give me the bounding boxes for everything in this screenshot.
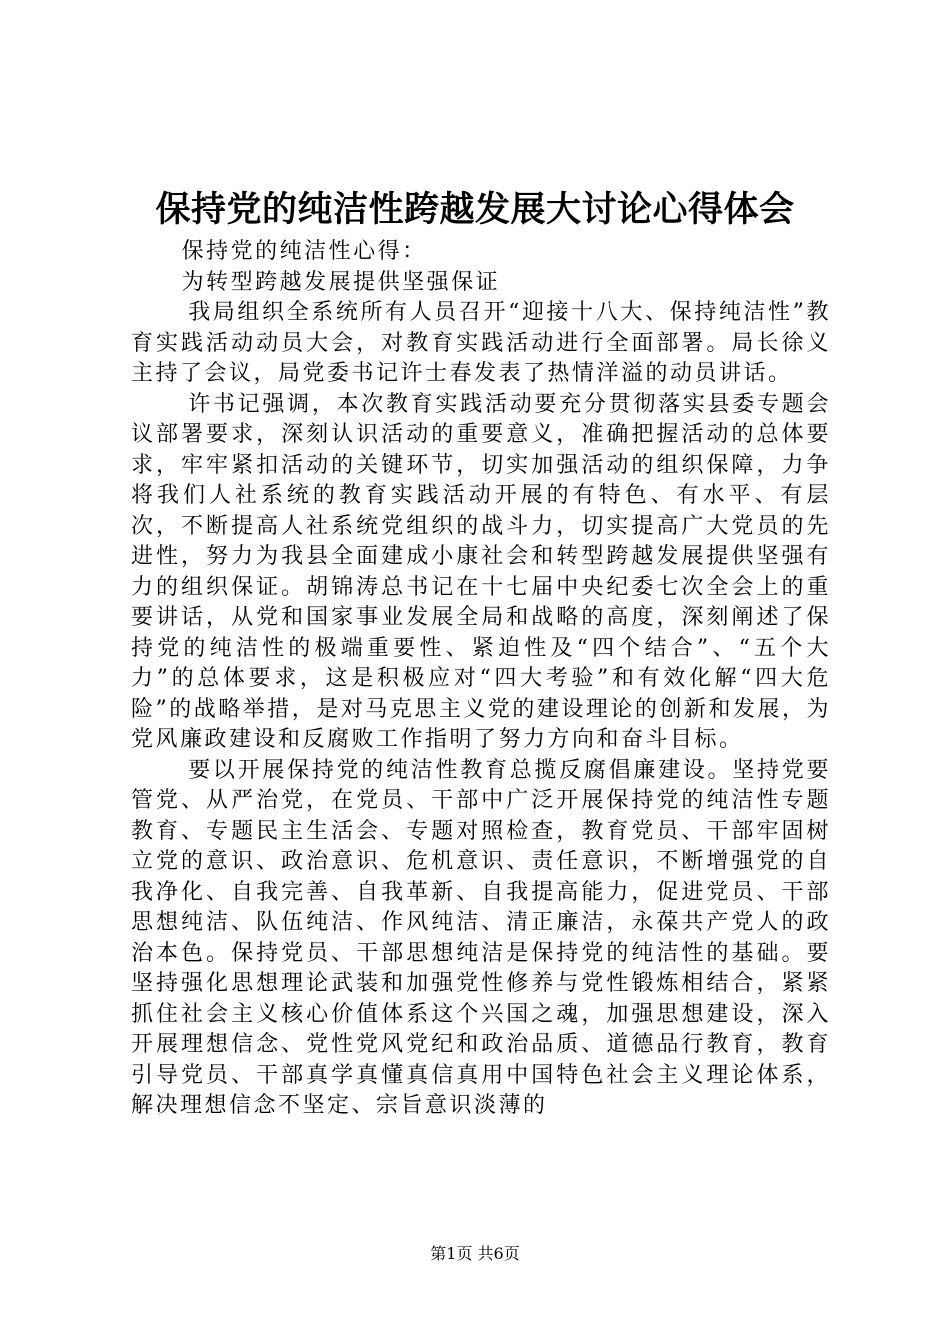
document-title: 保持党的纯洁性跨越发展大讨论心得体会 [155, 189, 795, 230]
document-body [131, 237, 831, 1122]
paragraph-2: 许书记强调，本次教育实践活动要充分贯彻落实县委专题会议部署要求，深刻认识活动的重要意义，准确把握活动的总体要求，牢牢紧扣活动的关键环节，切实加强活动的组织保障，力争将我们人社系统的教育实践活动开展的有特色、有水平、有层次，不断提高人社系统党组织的战斗力，切实提高广大党员的先进性，努力为我县全面建成小康社会和转型跨越发展提供坚强有力的组织保证。胡锦涛总书记在十七届中央纪委七次全会上的重要讲话，从党和国家事业发展全局和战略的高度，深刻阐述了保持党的纯洁性的极端重要性、紧迫性及“四个结合”、“五个大力”的总体要求，这是积极应对“四大考验”和有效化解“四大危险”的战略举措，是对马克思主义党的建设理论的创新和发展，为党风廉政建设和反腐败工作指明了努力方向和奋斗目标。 [131, 391, 831, 752]
paragraph-subtitle-1: 保持党的纯洁性心得： [181, 239, 427, 264]
paragraph-1: 我局组织全系统所有人员召开“迎接十八大、保持纯洁性”教育实践活动动员大会，对教育实践活动进行全面部署。局长徐义主持了会议，局党委书记许士春发表了热情洋溢的动员讲话。 [131, 300, 831, 386]
paragraph-3: 要以开展保持党的纯洁性教育总揽反腐倡廉建设。坚持党要管党、从严治党，在党员、干部中广泛开展保持党的纯洁性专题教育、专题民主生活会、专题对照检查，教育党员、干部牢固树立党的意识、政治意识、危机意识、责任意识，不断增强党的自我净化、自我完善、自我革新、自我提高能力，促进党员、干部思想纯洁、队伍纯洁、作风纯洁、清正廉洁，永葆共产党人的政治本色。保持党员、干部思想纯洁是保持党的纯洁性的基础。要坚持强化思想理论武装和加强党性修养与党性锻炼相结合，紧紧抓住社会主义核心价值体系这个兴国之魂，加强思想建设，深入开展理想信念、党性党风党纪和政治品质、道德品行教育，教育引导党员、干部真学真懂真信真用中国特色社会主义理论体系，解决理想信念不坚定、宗旨意识淡薄的 [131, 757, 831, 1118]
page-footer: 第1页 共6页 [430, 1244, 520, 1263]
paragraph-subtitle-2: 为转型跨越发展提供坚强保证 [181, 269, 501, 295]
